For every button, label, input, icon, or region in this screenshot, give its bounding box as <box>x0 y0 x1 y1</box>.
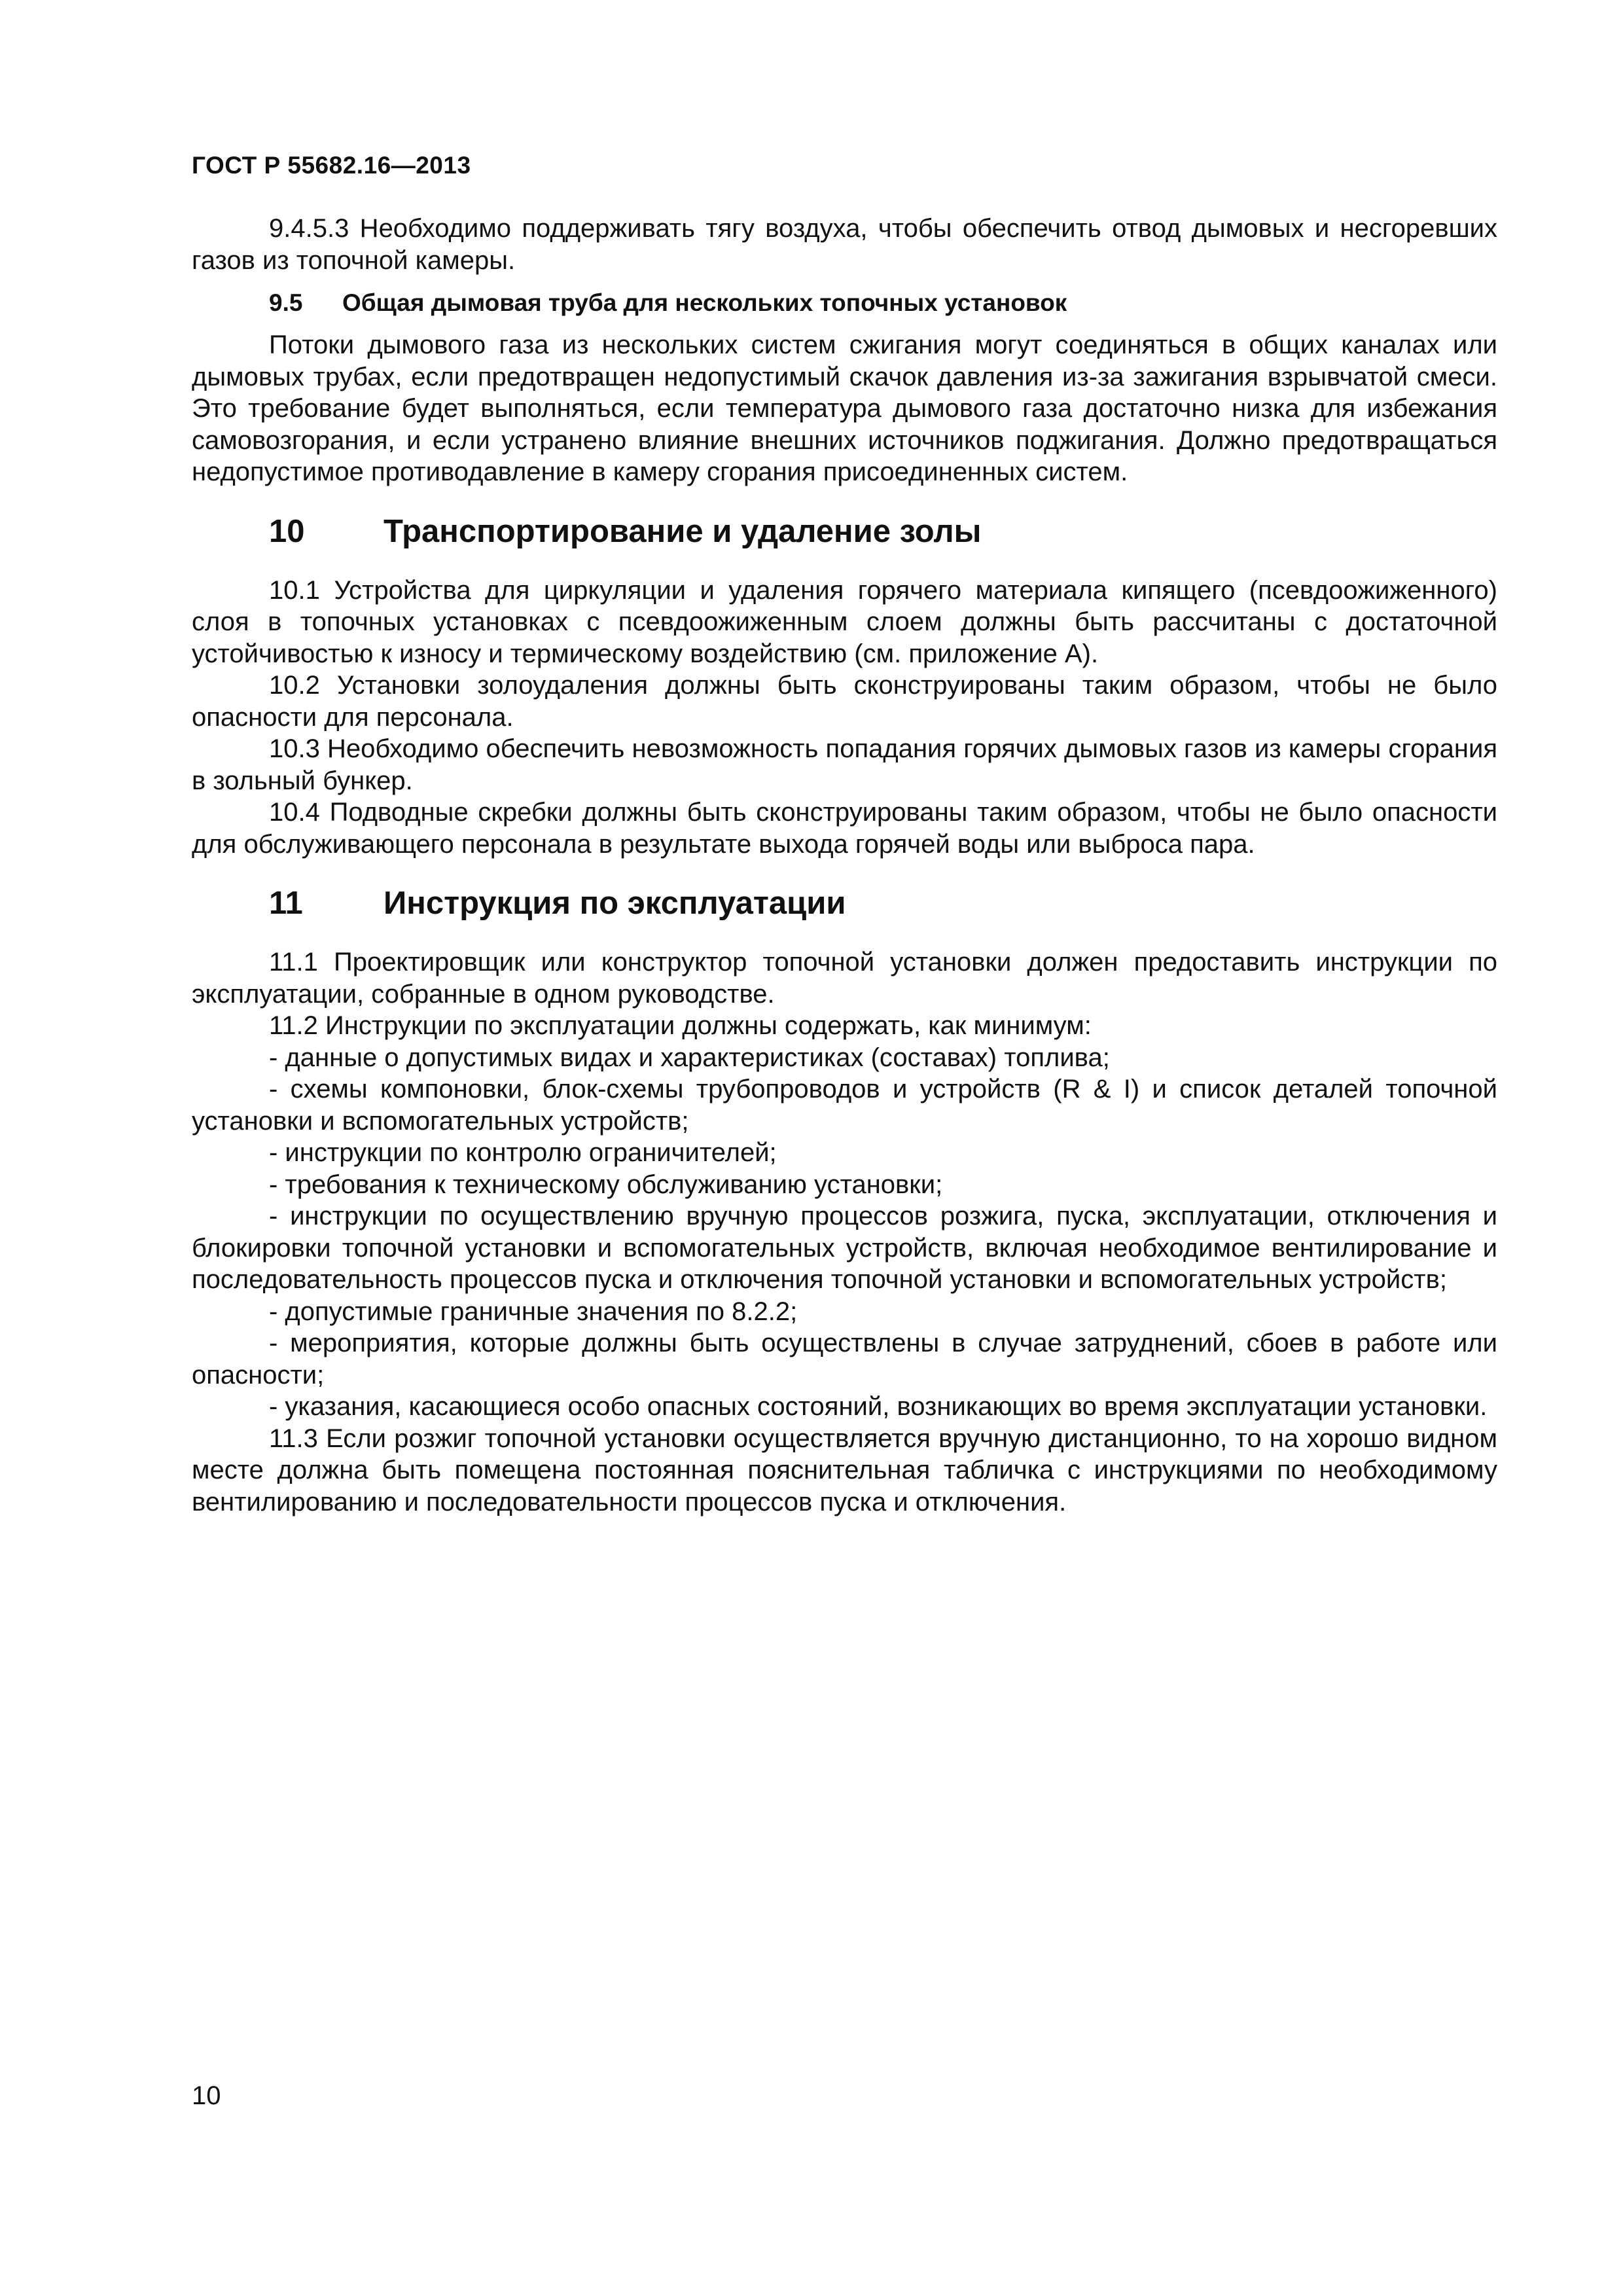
paragraph-10-1: 10.1 Устройства для циркуляции и удаления горячего материала кипящего (псевдоожиженного) слоя в топочных установках с псевдоожиженным слоем должны быть рассчитаны с достаточной устойчивостью к износу и термическому воздействию (см. приложение А). <box>192 575 1497 668</box>
document-header: ГОСТ Р 55682.16—2013 <box>192 152 471 179</box>
section-number: 11 <box>269 886 303 921</box>
page-number: 10 <box>192 2081 221 2110</box>
paragraph-11-3: 11.3 Если розжиг топочной установки осуществляется вручную дистанционно, то на хорошо видном месте должна быть помещена постоянная пояснительная табличка с инструкциями по необходимому вентилированию и последовательности процессов пуска и отключения. <box>192 1424 1497 1516</box>
subsection-heading-9-5 <box>192 287 1497 319</box>
paragraph-10-4: 10.4 Подводные скребки должны быть сконструированы таким образом, чтобы не было опасности для обслуживающего персонала в результате выхода горячей воды или выброса пара. <box>192 798 1497 859</box>
list-item: - требования к техническому обслуживанию установки; <box>269 1170 943 1199</box>
list-item: - указания, касающиеся особо опасных состояний, возникающих во время эксплуатации установки. <box>269 1392 1488 1421</box>
list-item: - данные о допустимых видах и характеристиках (составах) топлива; <box>269 1043 1110 1072</box>
paragraph-11-2: 11.2 Инструкции по эксплуатации должны содержать, как минимум: <box>269 1011 1092 1040</box>
section-heading-11 <box>192 884 1497 923</box>
subsection-number: 9.5 <box>269 289 303 316</box>
section-heading-10 <box>192 512 1497 551</box>
list-item: - схемы компоновки, блок-схемы трубопроводов и устройств (R & I) и список деталей топочной установки и вспомогательных устройств; <box>192 1075 1497 1136</box>
paragraph-9-5: Потоки дымового газа из нескольких систем сжигания могут соединяться в общих каналах или дымовых трубах, если предотвращен недопустимый скачок давления из-за зажигания взрывчатой смеси. Это требование будет выполняться, если температура дымового газа достаточно низка для избежания самовозгорания, и если устранено влияние внешних источников поджигания. Должно предотвращаться недопустимое противодавление в камеру сгорания присоединенных систем. <box>192 331 1497 486</box>
list-item: - инструкции по контролю ограничителей; <box>269 1138 777 1167</box>
paragraph-10-2: 10.2 Установки золоудаления должны быть сконструированы таким образом, чтобы не было опасности для персонала. <box>192 671 1497 732</box>
list-item: - мероприятия, которые должны быть осуществлены в случае затруднений, сбоев в работе или опасности; <box>192 1329 1497 1390</box>
document-body <box>192 213 1497 1518</box>
paragraph-9-4-5-3: 9.4.5.3 Необходимо поддерживать тягу воздуха, чтобы обеспечить отвод дымовых и несгоревших газов из топочной камеры. <box>192 214 1497 275</box>
list-item: - допустимые граничные значения по 8.2.2; <box>269 1297 798 1326</box>
paragraph-10-3: 10.3 Необходимо обеспечить невозможность попадания горячих дымовых газов из камеры сгорания в зольный бункер. <box>192 734 1497 795</box>
section-title: Инструкция по эксплуатации <box>383 886 846 921</box>
paragraph-11-1: 11.1 Проектировщик или конструктор топочной установки должен предоставить инструкции по эксплуатации, собранные в одном руководстве. <box>192 948 1497 1009</box>
section-title: Транспортирование и удаление золы <box>383 513 982 549</box>
subsection-title: Общая дымовая труба для нескольких топочных установок <box>342 289 1067 316</box>
section-number: 10 <box>269 513 305 549</box>
list-item: - инструкции по осуществлению вручную процессов розжига, пуска, эксплуатации, отключения и блокировки топочной установки и вспомогательных устройств, включая необходимое вентилирование и последовательность процессов пуска и отключения топочной установки и вспомогательных устройств; <box>192 1202 1497 1294</box>
